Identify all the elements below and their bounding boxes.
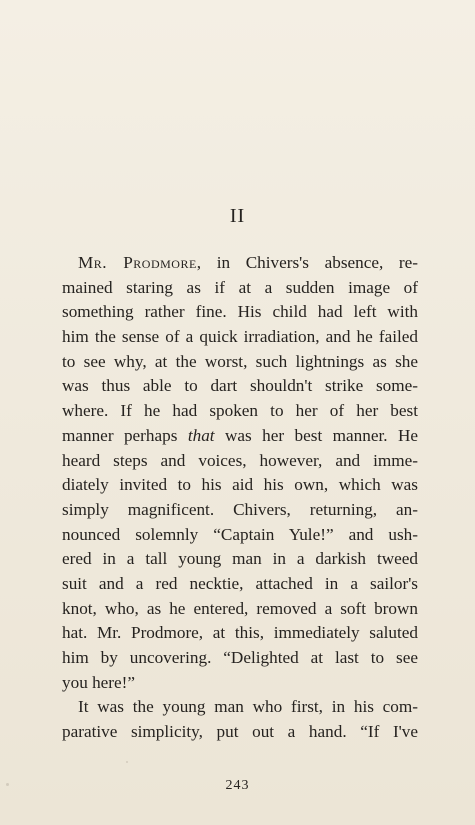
text-line: Mr. Prodmore, in Chivers's absence, re- xyxy=(78,253,418,272)
text-line: him the sense of a quick irradiation, and he failed xyxy=(62,327,418,347)
body-text xyxy=(62,251,418,745)
text-line: where. If he had spoken to her of her best xyxy=(62,401,418,421)
text-line: him by uncovering. “Delighted at last to see xyxy=(62,648,418,667)
text-line: was thus able to dart shouldn't strike some- xyxy=(62,376,418,396)
page-number: 243 xyxy=(225,778,250,793)
text-line: parative simplicity, put out a hand. “If I've xyxy=(62,722,418,742)
text-line: It was the young man who first, in his com- xyxy=(78,697,418,717)
italic-emphasis: that xyxy=(187,425,215,445)
paper-speck xyxy=(126,761,128,763)
text-line: hat. Mr. Prodmore, at this, immediately saluted xyxy=(62,623,418,643)
text-line: knot, who, as he entered, removed a soft brown xyxy=(62,598,418,618)
text-line: heard steps and voices, however, and imme- xyxy=(62,450,418,470)
small-caps-name: Mr. Prodmore xyxy=(78,253,197,272)
text-line: to see why, at the worst, such lightnings as she xyxy=(62,351,418,371)
text-line: simply magnificent. Chivers, returning, an- xyxy=(62,499,418,519)
text-line: diately invited to his aid his own, which was xyxy=(62,475,418,495)
text-line: nounced solemnly “Captain Yule!” and ush- xyxy=(62,524,418,544)
text-line: something rather fine. His child had left with xyxy=(62,302,418,322)
text-line: mained staring as if at a sudden image of xyxy=(62,277,418,297)
text-line: ered in a tall young man in a darkish tweed xyxy=(62,549,418,569)
text-line: you here!” xyxy=(62,672,136,692)
paper-speck xyxy=(6,783,9,786)
chapter-heading: II xyxy=(229,205,246,227)
text-line: suit and a red necktie, attached in a sailor's xyxy=(62,573,418,593)
text-line: manner perhaps that was her best manner. He xyxy=(62,425,418,445)
